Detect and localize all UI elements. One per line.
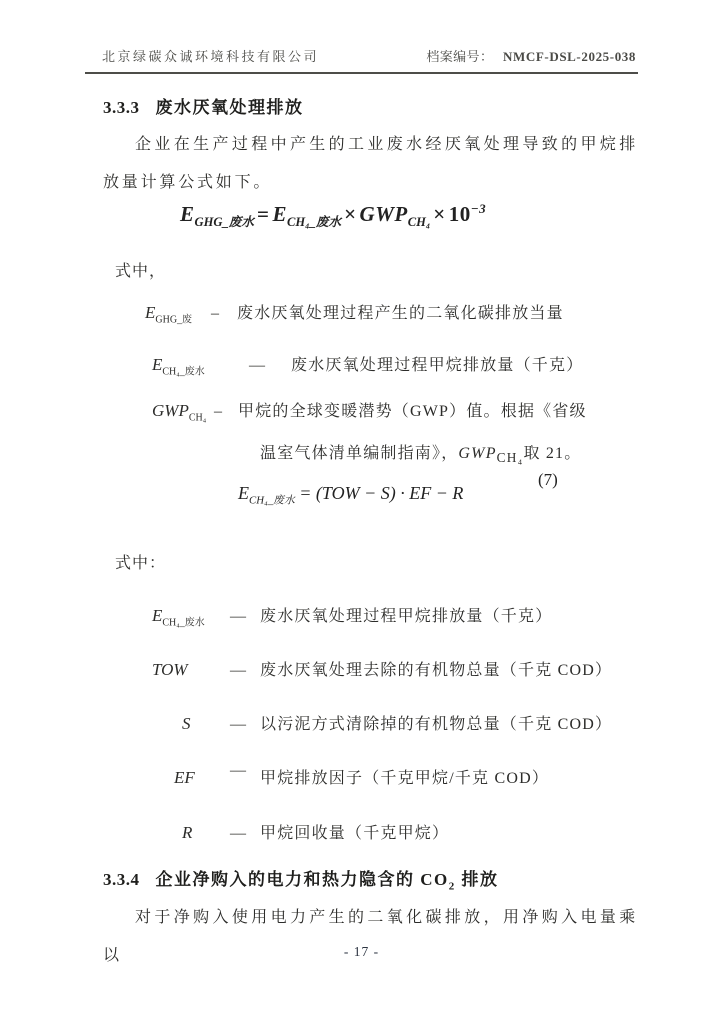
math-sub: CH₄_废水 [249, 494, 295, 507]
definition-dash [230, 762, 260, 788]
math-symbol [145, 303, 211, 325]
math-symbol [152, 823, 230, 845]
math-var: GWP [359, 202, 408, 226]
definition-row-s [152, 713, 612, 737]
definition-dash: – [214, 403, 222, 420]
definition-text [238, 391, 587, 479]
definition-row-gwp [152, 391, 587, 479]
math-var: E [152, 606, 163, 625]
definition-text: 甲烷回收量（千克甲烷） [260, 825, 450, 842]
math-var: E [145, 303, 156, 322]
math-symbol [152, 660, 230, 682]
math-var: S [182, 714, 191, 733]
section-number-334: 3.3.4 [103, 870, 140, 889]
math-sub: CH₄_废水 [162, 617, 205, 629]
definition-text: 废水厌氧处理过程产生的二氧化碳排放当量 [237, 305, 564, 322]
definition-line1: 甲烷的全球变暖潜势（GWP）值。根据《省级 [238, 403, 587, 420]
math-sub: CH₄_废水 [162, 366, 205, 378]
times-sign: × [433, 202, 446, 226]
math-symbol [152, 768, 230, 790]
definition-dash: — [230, 662, 246, 679]
definition-text: 甲烷排放因子（千克甲烷/千克 COD） [260, 770, 550, 787]
paragraph-333: 企业在生产过程中产生的工业废水经厌氧处理导致的甲烷排放量计算公式如下。 [103, 136, 638, 191]
definition-dash: — [230, 608, 246, 625]
definition-row-ef [152, 762, 550, 791]
definition-dash: — [230, 716, 246, 733]
definition-line2-post: 取 21。 [523, 445, 582, 462]
math-var: EF [174, 768, 195, 787]
archive-code: NMCF-DSL-2025-038 [503, 49, 636, 64]
definition-row-eghg [145, 293, 564, 335]
definition-row-ech4-2 [152, 605, 552, 629]
math-symbol [152, 606, 230, 628]
definition-text: 废水厌氧处理过程甲烷排放量（千克） [291, 357, 584, 374]
section-title-334 [155, 870, 499, 893]
archive-number [426, 46, 636, 65]
section-heading-333 [103, 93, 638, 118]
definition-dash: – [211, 305, 219, 322]
math-var: R [182, 823, 193, 842]
math-var: TOW [152, 660, 188, 679]
section-title-post: 排放 [455, 870, 499, 889]
definition-row-ech4 [152, 345, 583, 387]
math-symbol [152, 355, 249, 377]
paragraph-334: 对于净购入使用电力产生的二氧化碳排放，用净购入电量乘以 [103, 909, 638, 964]
where-label-2: 式中： [115, 555, 167, 572]
page-number: - 17 - [343, 944, 380, 959]
section-title-333: 废水厌氧处理排放 [155, 98, 304, 117]
math-sub: CH₄ [407, 215, 431, 230]
math-number: 10 [448, 202, 471, 226]
math-var: E [152, 355, 163, 374]
definition-text: 废水厌氧处理去除的有机物总量（千克 COD） [260, 662, 613, 679]
math-sub: CH₄ [496, 450, 524, 466]
math-sub: CH₄ [188, 412, 207, 424]
section-number-333: 3.3.3 [103, 98, 140, 117]
formula-body: = (TOW − S) · EF − R [299, 483, 464, 503]
math-symbol [152, 714, 230, 736]
definition-row-r [152, 822, 449, 846]
definition-text: 以污泥方式清除掉的有机物总量（千克 COD） [260, 716, 613, 733]
math-exponent: −3 [470, 201, 487, 216]
times-sign: × [344, 202, 357, 226]
archive-label: 档案编号： [426, 49, 494, 64]
math-symbol [152, 401, 214, 423]
company-name: 北京绿碳众诚环境科技有限公司 [102, 49, 320, 64]
section-heading-334 [103, 865, 638, 892]
math-var: E [272, 202, 287, 226]
definition-line2-pre: 温室气体清单编制指南》， [260, 445, 459, 462]
definition-row-tow [152, 659, 612, 683]
definition-line2 [260, 445, 582, 466]
definition-dash: — [230, 825, 246, 842]
math-var: E [238, 483, 249, 503]
section-title-pre: 企业净购入的电力和热力隐含的 CO [155, 870, 449, 889]
formula-ch4-emission [238, 483, 463, 508]
co2-subscript: 2 [448, 880, 456, 893]
math-sub: CH₄_废水 [286, 215, 342, 230]
math-var: GWP [152, 401, 189, 420]
formula-ghg-wastewater [180, 201, 486, 230]
page-header [85, 46, 638, 74]
where-label-1: 式中， [115, 263, 167, 280]
math-sub: GHG_废 [155, 314, 193, 326]
math-var: E [180, 202, 195, 226]
math-var: GWP [458, 445, 497, 462]
definition-text: 废水厌氧处理过程甲烷排放量（千克） [260, 608, 553, 625]
definition-dash: — [249, 357, 265, 374]
math-sub: GHG_废水 [194, 215, 254, 230]
equation-number: (7) [538, 470, 558, 489]
equals-sign: = [257, 202, 270, 226]
definition-dash-glyph: — [230, 762, 246, 779]
